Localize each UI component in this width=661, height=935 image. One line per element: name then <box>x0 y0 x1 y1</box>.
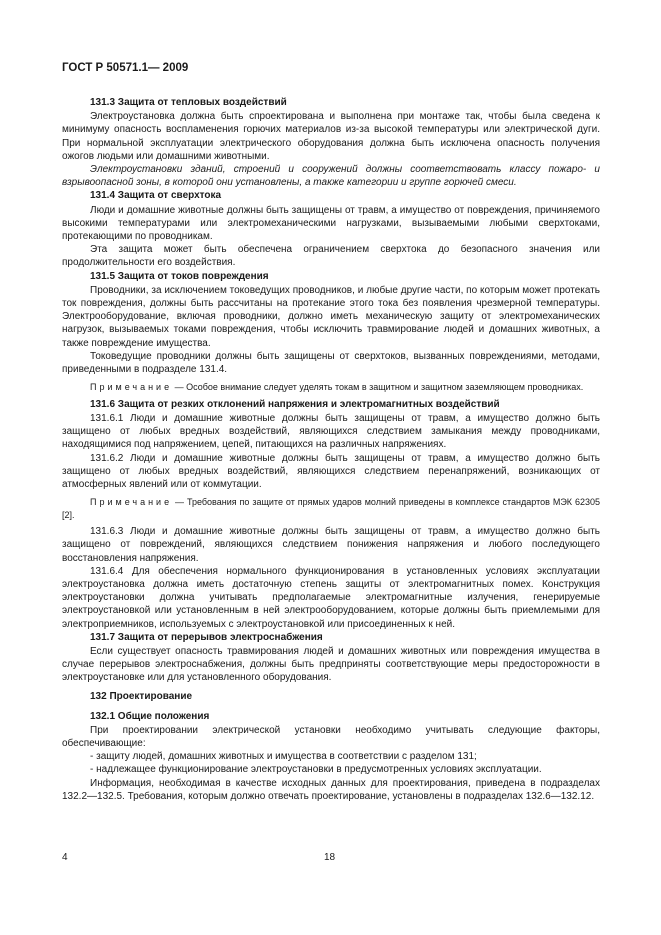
page-number-left: 4 <box>62 852 68 863</box>
paragraph: Эта защита может быть обеспечена ограничением сверхтока до безопасного значения или продолжительности его воздействия. <box>62 244 600 269</box>
note-text: — Особое внимание следует уделять токам в защитном и защитном заземляющем проводниках. <box>174 382 584 393</box>
section-title-131-4: 131.4 Защита от сверхтока <box>90 190 222 202</box>
paragraph: 131.6.1 Люди и домашние животные должны быть защищены от травм, а имущество должно быть защищено от любых вредных воздействий, являющихся следствием замыкания между проводниками, находящимися под напряжением, цепей, питающихся на различных напряжениях. <box>62 412 600 451</box>
paragraph: Люди и домашние животные должны быть защищены от травм, а имущество от повреждения, причиняемого высокими температурами или электромеханическими нагрузками, вызываемыми любыми сверхтоками, протекающими по проводникам. <box>62 204 600 243</box>
list-item: - надлежащее функционирование электроустановки в предусмотренных условиях эксплуатации. <box>90 764 542 776</box>
note-label: Примечание <box>90 497 173 508</box>
list-item: - защиту людей, домашних животных и имущества в соответствии с разделом 131; <box>90 751 477 763</box>
section-title-131-6: 131.6 Защита от резких отклонений напряжения и электромагнитных воздействий <box>90 398 500 410</box>
section-title-132-1: 132.1 Общие положения <box>90 710 210 722</box>
note <box>62 496 600 521</box>
document-page <box>62 62 600 803</box>
section-title-131-7: 131.7 Защита от перерывов электроснабжения <box>90 631 323 643</box>
paragraph: При проектировании электрической установки необходимо учитывать следующие факторы, обеспечивающие: <box>62 724 600 750</box>
note <box>62 381 600 394</box>
note-label: Примечание <box>90 382 173 393</box>
paragraph: 131.6.3 Люди и домашние животные должны быть защищены от травм, а имущество должно быть защищено от повреждений, являющихся следствием понижения напряжения и любого последующего восстановления напряжения. <box>62 526 600 564</box>
section-title-132: 132 Проектирование <box>90 690 193 702</box>
paragraph-italic: Электроустановки зданий, строений и сооружений должны соответствовать классу пожаро- и взрывоопасной зоны, в которой они установлены, а также категории и группе горючей смеси. <box>62 164 600 189</box>
paragraph: 131.6.4 Для обеспечения нормального функционирования в установленных условиях эксплуатации электроустановка должна иметь достаточную степень защиты от электромагнитных помех. Конструкция электроустановки должна учитывать предполагаемые электромагнитные излучения, генерируемые электроустановкой или установленным в ней электрооборудованием, которые должны быть приемлемыми для электроприемников, используемых с электроустановкой или присоединенных к ней. <box>62 565 600 630</box>
paragraph: Информация, необходимая в качестве исходных данных для проектирования, приведена в подразделах 132.2—132.5. Требования, которым должно отвечать проектирование, установлены в подразделах 132.6—132.12. <box>62 777 600 802</box>
paragraph: Если существует опасность травмирования людей и домашних животных или повреждения имущества в случае перерывов электроснабжения, должны быть предприняты соответствующие меры предосторожности в электроустановке или для установленного оборудования. <box>62 646 600 684</box>
section-title-131-5: 131.5 Защита от токов повреждения <box>90 270 269 282</box>
paragraph: 131.6.2 Люди и домашние животные должны быть защищены от травм, а имущество должно быть защищено от любых вредных воздействий, являющихся следствием перенапряжений, возникающих от атмосферных явлений или от коммутации. <box>62 452 600 490</box>
paragraph: Токоведущие проводники должны быть защищены от сверхтоков, вызванных повреждениями, методами, приведенными в подразделе 131.4. <box>62 350 600 376</box>
document-header: ГОСТ Р 50571.1— 2009 <box>62 62 189 74</box>
note-text: — Требования по защите от прямых ударов молний приведены в комплексе стандартов МЭК 62305 [2]. <box>62 497 600 520</box>
page-number-center: 18 <box>324 852 336 863</box>
paragraph: Проводники, за исключением токоведущих проводников, и любые другие части, по которым может протекать ток повреждения, должны быть рассчитаны на протекание этого тока без появления чрезмерной температуры. Электрооборудование, включая проводники, должно иметь механическую защиту от электромеханических нагрузок, вызываемых токами повреждения, чтобы исключить травмирование людей и домашних животных, а также повреждение имущества. <box>62 284 600 349</box>
section-title-131-3: 131.3 Защита от тепловых воздействий <box>90 97 287 108</box>
paragraph: Электроустановка должна быть спроектирована и выполнена при монтаже так, чтобы была сведена к минимуму опасность воспламенения горючих материалов из-за высокой температуры или электрической дуги. При нормальной эксплуатации электрического оборудования должна быть исключена опасность получения ожогов людьми или домашними животными. <box>62 111 600 162</box>
